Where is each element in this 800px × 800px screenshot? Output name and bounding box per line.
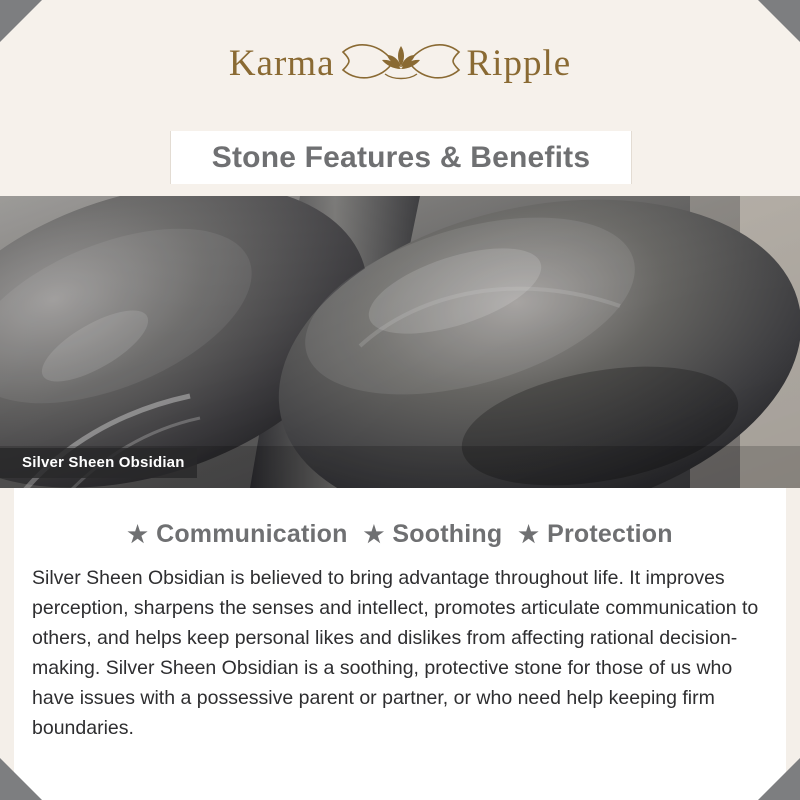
photo-caption: Silver Sheen Obsidian <box>0 448 197 478</box>
page-title: Stone Features & Benefits <box>211 140 591 174</box>
benefits-list <box>0 488 800 549</box>
corner-decoration-top-left <box>0 0 42 42</box>
corner-decoration-bottom-right <box>758 758 800 800</box>
star-icon: ★ <box>518 521 540 547</box>
body-edge-left <box>0 488 14 800</box>
card-body <box>0 488 800 800</box>
product-photo <box>0 196 800 488</box>
star-icon: ★ <box>363 521 385 547</box>
stone-description: Silver Sheen Obsidian is believed to bring advantage throughout life. It improves perception, sharpens the senses and intellect, promotes articulate communication to others, and helps keep personal likes and dislikes from affecting rational decision-making. Silver Sheen Obsidian is a soothing, protective stone for those of us who have issues with a possessive parent or partner, or who need help keeping firm boundaries. <box>32 567 759 739</box>
benefit-label: Soothing <box>392 520 503 548</box>
benefit-label: Communication <box>156 520 348 548</box>
card-header <box>0 0 800 196</box>
corner-decoration-bottom-left <box>0 758 42 800</box>
lotus-flourish-icon <box>341 36 461 90</box>
obsidian-stones-illustration <box>0 196 800 488</box>
corner-decoration-top-right <box>758 0 800 42</box>
benefit-item <box>127 520 347 549</box>
section-title-bar <box>170 131 632 184</box>
benefit-label: Protection <box>547 520 673 548</box>
benefit-item <box>364 520 503 549</box>
brand-name-right: Ripple <box>466 42 572 84</box>
body-edge-right <box>786 488 800 800</box>
brand-logo <box>0 36 800 98</box>
brand-name-left: Karma <box>228 42 335 84</box>
star-icon: ★ <box>127 521 149 547</box>
benefit-item <box>518 520 672 549</box>
